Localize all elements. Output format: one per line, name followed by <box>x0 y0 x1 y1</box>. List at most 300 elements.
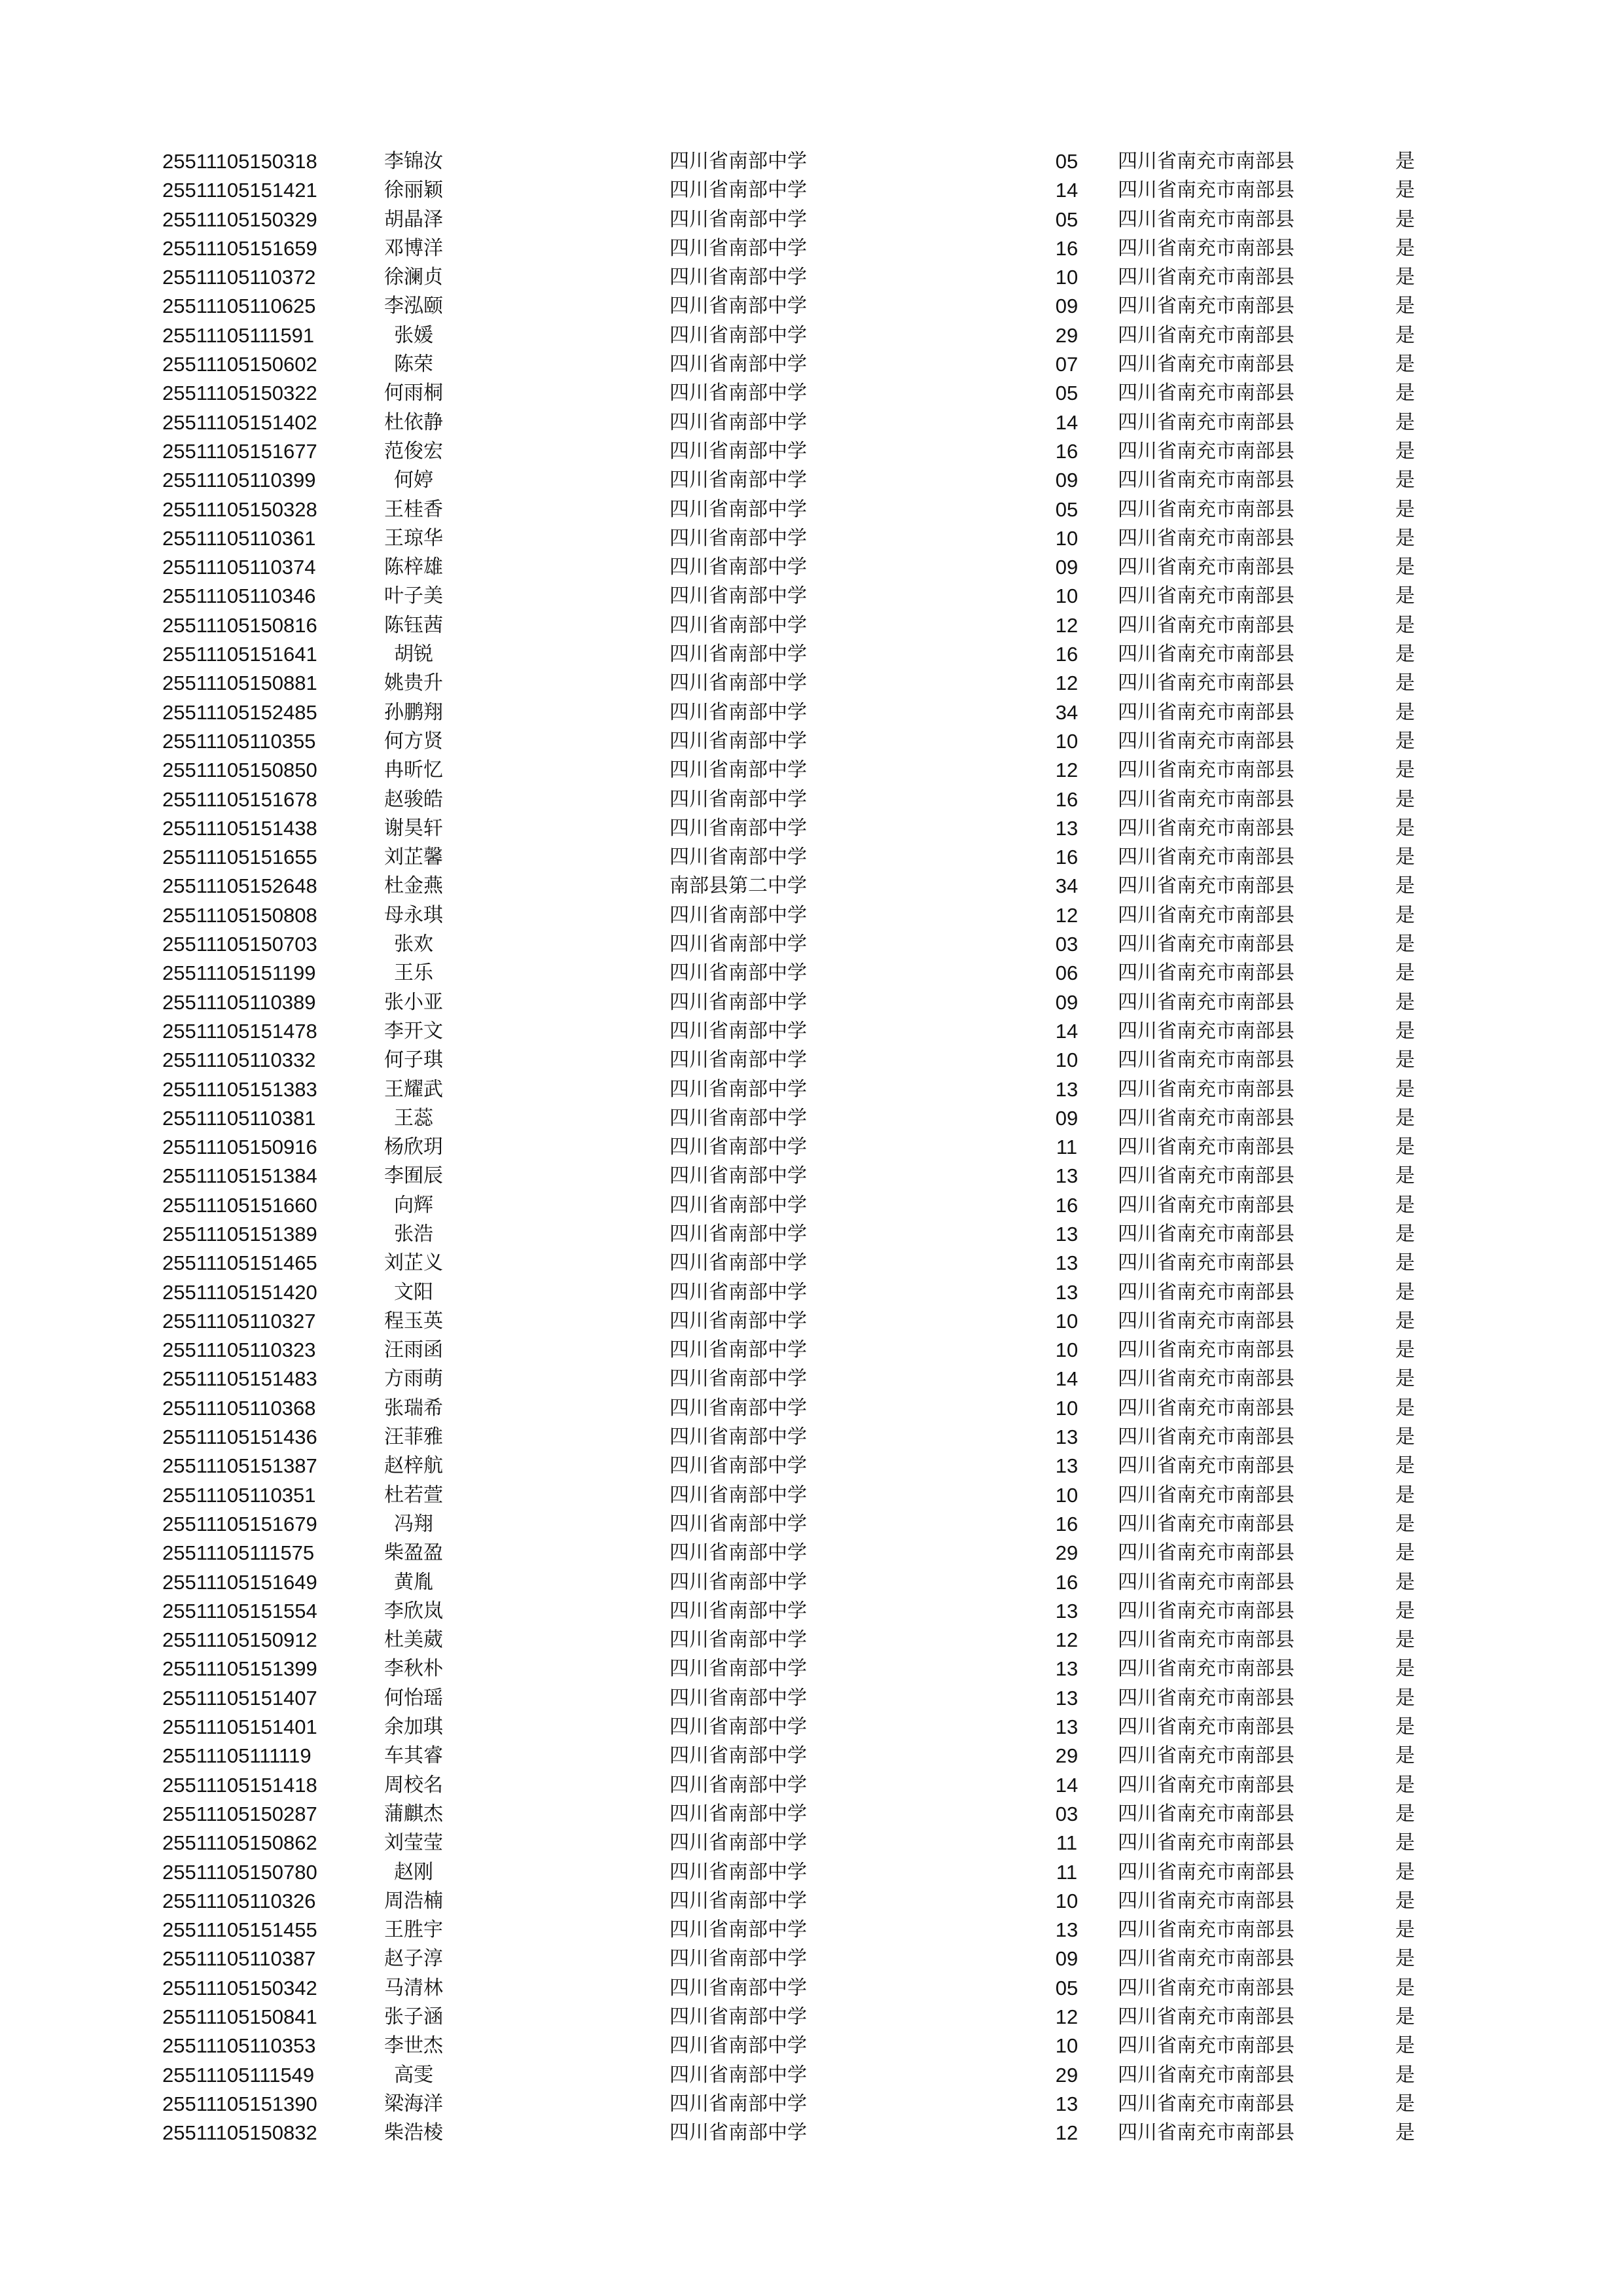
status-flag: 是 <box>1395 672 1415 695</box>
school-name: 四川省南部中学 <box>669 1426 807 1449</box>
class-number: 10 <box>1055 1889 1079 1912</box>
status-flag: 是 <box>1395 295 1415 318</box>
region-name: 四川省南充市南部县 <box>1118 903 1294 927</box>
candidate-id: 25511105151389 <box>162 1222 317 1246</box>
student-name: 冯翔 <box>394 1512 433 1535</box>
status-flag: 是 <box>1395 1049 1415 1072</box>
student-name: 冉昕忆 <box>384 759 443 782</box>
school-name: 四川省南部中学 <box>669 1454 807 1478</box>
class-number: 13 <box>1055 1599 1079 1623</box>
candidate-id: 25511105150329 <box>162 207 317 231</box>
school-name: 四川省南部中学 <box>669 816 807 840</box>
student-name: 王蕊 <box>394 1106 433 1130</box>
school-name: 四川省南部中学 <box>669 1889 807 1912</box>
class-number: 13 <box>1055 1164 1079 1188</box>
table-row <box>0 756 1623 785</box>
status-flag: 是 <box>1395 729 1415 753</box>
table-row <box>0 1307 1623 1336</box>
class-number: 13 <box>1055 1657 1079 1681</box>
status-flag: 是 <box>1395 410 1415 434</box>
class-number: 09 <box>1055 469 1079 492</box>
student-name: 王桂香 <box>384 497 443 521</box>
region-name: 四川省南充市南部县 <box>1118 1541 1294 1565</box>
student-name: 张瑞希 <box>384 1396 443 1420</box>
status-flag: 是 <box>1395 1541 1415 1565</box>
candidate-id: 25511105151641 <box>162 643 317 666</box>
table-row <box>0 988 1623 1017</box>
class-number: 10 <box>1055 1309 1079 1333</box>
student-name: 杜美葳 <box>384 1628 443 1652</box>
candidate-id: 25511105110399 <box>162 469 316 492</box>
candidate-id: 25511105150881 <box>162 672 317 695</box>
region-name: 四川省南充市南部县 <box>1118 643 1294 666</box>
student-name: 李秋朴 <box>384 1657 443 1681</box>
student-name: 李欣岚 <box>384 1599 443 1623</box>
roster-table <box>0 147 1623 2147</box>
student-name: 王乐 <box>394 961 433 985</box>
status-flag: 是 <box>1395 236 1415 260</box>
student-name: 高雯 <box>394 2063 433 2087</box>
school-name: 四川省南部中学 <box>669 469 807 492</box>
region-name: 四川省南充市南部县 <box>1118 1019 1294 1043</box>
student-name: 李锦汝 <box>384 150 443 173</box>
student-name: 黄胤 <box>394 1570 433 1594</box>
table-row <box>0 1394 1623 1423</box>
student-name: 余加琪 <box>384 1715 443 1739</box>
status-flag: 是 <box>1395 1251 1415 1275</box>
region-name: 四川省南充市南部县 <box>1118 150 1294 173</box>
class-number: 12 <box>1055 759 1079 782</box>
table-row <box>0 495 1623 524</box>
candidate-id: 25511105111575 <box>162 1541 315 1565</box>
status-flag: 是 <box>1395 1628 1415 1652</box>
student-name: 陈梓雄 <box>384 556 443 579</box>
region-name: 四川省南充市南部县 <box>1118 2092 1294 2115</box>
candidate-id: 25511105110387 <box>162 1947 316 1971</box>
table-row <box>0 2032 1623 2060</box>
table-row <box>0 1046 1623 1075</box>
school-name: 四川省南部中学 <box>669 961 807 985</box>
region-name: 四川省南充市南部县 <box>1118 1426 1294 1449</box>
school-name: 四川省南部中学 <box>669 150 807 173</box>
school-name: 四川省南部中学 <box>669 759 807 782</box>
school-name: 四川省南部中学 <box>669 179 807 202</box>
student-name: 杜若萱 <box>384 1483 443 1507</box>
class-number: 03 <box>1055 1802 1079 1825</box>
candidate-id: 25511105111119 <box>162 1744 312 1768</box>
school-name: 四川省南部中学 <box>669 903 807 927</box>
school-name: 四川省南部中学 <box>669 1222 807 1246</box>
table-row <box>0 1771 1623 1800</box>
student-name: 张欢 <box>394 933 433 956</box>
school-name: 四川省南部中学 <box>669 1512 807 1535</box>
student-name: 叶子美 <box>384 584 443 608</box>
status-flag: 是 <box>1395 1512 1415 1535</box>
school-name: 四川省南部中学 <box>669 643 807 666</box>
school-name: 四川省南部中学 <box>669 846 807 869</box>
region-name: 四川省南充市南部县 <box>1118 2121 1294 2145</box>
school-name: 四川省南部中学 <box>669 1599 807 1623</box>
student-name: 张小亚 <box>384 990 443 1014</box>
class-number: 14 <box>1055 1367 1079 1391</box>
candidate-id: 25511105150912 <box>162 1628 317 1652</box>
status-flag: 是 <box>1395 179 1415 202</box>
region-name: 四川省南充市南部县 <box>1118 1657 1294 1681</box>
table-row <box>0 611 1623 640</box>
region-name: 四川省南充市南部县 <box>1118 1628 1294 1652</box>
table-row <box>0 176 1623 205</box>
table-row <box>0 1220 1623 1249</box>
class-number: 09 <box>1055 295 1079 318</box>
status-flag: 是 <box>1395 1077 1415 1101</box>
student-name: 李开文 <box>384 1019 443 1043</box>
status-flag: 是 <box>1395 353 1415 376</box>
status-flag: 是 <box>1395 1570 1415 1594</box>
school-name: 四川省南部中学 <box>669 2092 807 2115</box>
class-number: 11 <box>1056 1860 1078 1884</box>
region-name: 四川省南充市南部县 <box>1118 1367 1294 1391</box>
region-name: 四川省南充市南部县 <box>1118 179 1294 202</box>
region-name: 四川省南充市南部县 <box>1118 1773 1294 1797</box>
class-number: 10 <box>1055 1483 1079 1507</box>
class-number: 12 <box>1055 1628 1079 1652</box>
class-number: 12 <box>1055 2121 1079 2145</box>
region-name: 四川省南充市南部县 <box>1118 556 1294 579</box>
candidate-id: 25511105110355 <box>162 729 316 753</box>
class-number: 29 <box>1055 1541 1079 1565</box>
table-row <box>0 698 1623 727</box>
school-name: 四川省南部中学 <box>669 1164 807 1188</box>
status-flag: 是 <box>1395 1483 1415 1507</box>
status-flag: 是 <box>1395 1136 1415 1159</box>
candidate-id: 25511105151387 <box>162 1454 317 1478</box>
region-name: 四川省南充市南部县 <box>1118 729 1294 753</box>
class-number: 14 <box>1055 1773 1079 1797</box>
region-name: 四川省南充市南部县 <box>1118 1831 1294 1855</box>
class-number: 13 <box>1055 1918 1079 1942</box>
student-name: 母永琪 <box>384 903 443 927</box>
student-name: 杜金燕 <box>384 874 443 898</box>
student-name: 胡晶泽 <box>384 207 443 231</box>
status-flag: 是 <box>1395 1164 1415 1188</box>
table-row <box>0 1742 1623 1770</box>
region-name: 四川省南充市南部县 <box>1118 584 1294 608</box>
candidate-id: 25511105151199 <box>162 961 316 985</box>
school-name: 四川省南部中学 <box>669 439 807 463</box>
school-name: 四川省南部中学 <box>669 700 807 724</box>
status-flag: 是 <box>1395 1918 1415 1942</box>
student-name: 陈荣 <box>394 353 433 376</box>
table-row <box>0 1597 1623 1626</box>
class-number: 07 <box>1055 353 1079 376</box>
class-number: 06 <box>1055 961 1079 985</box>
status-flag: 是 <box>1395 1831 1415 1855</box>
table-row <box>0 1800 1623 1829</box>
status-flag: 是 <box>1395 382 1415 405</box>
student-name: 徐澜贞 <box>384 266 443 289</box>
class-number: 10 <box>1055 584 1079 608</box>
school-name: 四川省南部中学 <box>669 1570 807 1594</box>
candidate-id: 25511105110323 <box>162 1338 316 1362</box>
candidate-id: 25511105150780 <box>162 1860 317 1884</box>
student-name: 邓博洋 <box>384 236 443 260</box>
school-name: 四川省南部中学 <box>669 1280 807 1304</box>
status-flag: 是 <box>1395 613 1415 637</box>
school-name: 四川省南部中学 <box>669 1715 807 1739</box>
student-name: 车其睿 <box>384 1744 443 1768</box>
candidate-id: 25511105151407 <box>162 1686 317 1710</box>
student-name: 汪菲雅 <box>384 1426 443 1449</box>
table-row <box>0 1684 1623 1713</box>
table-row <box>0 350 1623 379</box>
class-number: 10 <box>1055 1049 1079 1072</box>
school-name: 四川省南部中学 <box>669 933 807 956</box>
table-row <box>0 263 1623 292</box>
region-name: 四川省南充市南部县 <box>1118 846 1294 869</box>
candidate-id: 25511105151399 <box>162 1657 317 1681</box>
candidate-id: 25511105151655 <box>162 846 317 869</box>
region-name: 四川省南充市南部县 <box>1118 1599 1294 1623</box>
school-name: 四川省南部中学 <box>669 1831 807 1855</box>
school-name: 四川省南部中学 <box>669 1251 807 1275</box>
school-name: 四川省南部中学 <box>669 729 807 753</box>
student-name: 何方贤 <box>384 729 443 753</box>
table-row <box>0 1568 1623 1597</box>
class-number: 11 <box>1056 1136 1078 1159</box>
class-number: 13 <box>1055 1715 1079 1739</box>
status-flag: 是 <box>1395 150 1415 173</box>
region-name: 四川省南充市南部县 <box>1118 1918 1294 1942</box>
table-row <box>0 1539 1623 1568</box>
status-flag: 是 <box>1395 323 1415 347</box>
school-name: 四川省南部中学 <box>669 990 807 1014</box>
region-name: 四川省南充市南部县 <box>1118 410 1294 434</box>
student-name: 李泓颐 <box>384 295 443 318</box>
status-flag: 是 <box>1395 903 1415 927</box>
class-number: 10 <box>1055 2034 1079 2058</box>
region-name: 四川省南充市南部县 <box>1118 1512 1294 1535</box>
region-name: 四川省南充市南部县 <box>1118 2034 1294 2058</box>
school-name: 四川省南部中学 <box>669 2121 807 2145</box>
table-row <box>0 206 1623 234</box>
status-flag: 是 <box>1395 439 1415 463</box>
candidate-id: 25511105150287 <box>162 1802 317 1825</box>
table-row <box>0 2003 1623 2032</box>
table-row <box>0 437 1623 466</box>
student-name: 陈钰茜 <box>384 613 443 637</box>
table-row <box>0 959 1623 988</box>
table-row <box>0 1945 1623 1973</box>
status-flag: 是 <box>1395 1802 1415 1825</box>
table-row <box>0 379 1623 408</box>
school-name: 四川省南部中学 <box>669 382 807 405</box>
status-flag: 是 <box>1395 1426 1415 1449</box>
student-name: 徐丽颖 <box>384 179 443 202</box>
class-number: 13 <box>1055 2092 1079 2115</box>
class-number: 13 <box>1055 1686 1079 1710</box>
region-name: 四川省南充市南部县 <box>1118 1744 1294 1768</box>
class-number: 10 <box>1055 526 1079 550</box>
student-name: 赵子淳 <box>384 1947 443 1971</box>
school-name: 四川省南部中学 <box>669 207 807 231</box>
table-row <box>0 843 1623 872</box>
student-name: 周校名 <box>384 1773 443 1797</box>
region-name: 四川省南充市南部县 <box>1118 990 1294 1014</box>
table-row <box>0 2090 1623 2119</box>
status-flag: 是 <box>1395 933 1415 956</box>
class-number: 14 <box>1055 179 1079 202</box>
status-flag: 是 <box>1395 2005 1415 2028</box>
region-name: 四川省南充市南部县 <box>1118 1338 1294 1362</box>
candidate-id: 25511105150816 <box>162 613 317 637</box>
table-row <box>0 669 1623 698</box>
region-name: 四川省南充市南部县 <box>1118 759 1294 782</box>
candidate-id: 25511105151418 <box>162 1773 317 1797</box>
status-flag: 是 <box>1395 874 1415 898</box>
class-number: 16 <box>1055 236 1079 260</box>
table-row <box>0 1104 1623 1133</box>
class-number: 12 <box>1055 672 1079 695</box>
candidate-id: 25511105150318 <box>162 150 317 173</box>
candidate-id: 25511105110372 <box>162 266 316 289</box>
status-flag: 是 <box>1395 643 1415 666</box>
school-name: 四川省南部中学 <box>669 295 807 318</box>
status-flag: 是 <box>1395 1715 1415 1739</box>
candidate-id: 25511105151402 <box>162 410 317 434</box>
class-number: 10 <box>1055 266 1079 289</box>
region-name: 四川省南充市南部县 <box>1118 1251 1294 1275</box>
student-name: 文阳 <box>394 1280 433 1304</box>
class-number: 10 <box>1055 1396 1079 1420</box>
school-name: 四川省南部中学 <box>669 672 807 695</box>
candidate-id: 25511105151659 <box>162 236 317 260</box>
school-name: 四川省南部中学 <box>669 1049 807 1072</box>
region-name: 四川省南充市南部县 <box>1118 1164 1294 1188</box>
region-name: 四川省南充市南部县 <box>1118 323 1294 347</box>
school-name: 四川省南部中学 <box>669 2063 807 2087</box>
table-row <box>0 147 1623 176</box>
student-name: 何怡瑶 <box>384 1686 443 1710</box>
candidate-id: 25511105111549 <box>162 2063 315 2087</box>
table-row <box>0 408 1623 437</box>
class-number: 05 <box>1055 150 1079 173</box>
table-row <box>0 1017 1623 1046</box>
class-number: 09 <box>1055 1947 1079 1971</box>
region-name: 四川省南充市南部县 <box>1118 1309 1294 1333</box>
class-number: 13 <box>1055 1426 1079 1449</box>
table-row <box>0 553 1623 582</box>
school-name: 四川省南部中学 <box>669 2034 807 2058</box>
candidate-id: 25511105151679 <box>162 1512 317 1535</box>
student-name: 谢昊轩 <box>384 816 443 840</box>
status-flag: 是 <box>1395 207 1415 231</box>
status-flag: 是 <box>1395 497 1415 521</box>
class-number: 09 <box>1055 556 1079 579</box>
region-name: 四川省南充市南部县 <box>1118 2063 1294 2087</box>
student-name: 向辉 <box>394 1193 433 1217</box>
status-flag: 是 <box>1395 1280 1415 1304</box>
candidate-id: 25511105151455 <box>162 1918 317 1942</box>
table-row <box>0 1162 1623 1191</box>
region-name: 四川省南充市南部县 <box>1118 497 1294 521</box>
student-name: 周浩楠 <box>384 1889 443 1912</box>
candidate-id: 25511105151478 <box>162 1019 317 1043</box>
class-number: 12 <box>1055 903 1079 927</box>
region-name: 四川省南充市南部县 <box>1118 266 1294 289</box>
school-name: 四川省南部中学 <box>669 1744 807 1768</box>
status-flag: 是 <box>1395 1396 1415 1420</box>
class-number: 05 <box>1055 497 1079 521</box>
table-row <box>0 1655 1623 1683</box>
table-row <box>0 727 1623 756</box>
class-number: 11 <box>1056 1831 1078 1855</box>
candidate-id: 25511105110389 <box>162 990 316 1014</box>
status-flag: 是 <box>1395 1744 1415 1768</box>
region-name: 四川省南充市南部县 <box>1118 1222 1294 1246</box>
student-name: 王琼华 <box>384 526 443 550</box>
table-row <box>0 1916 1623 1945</box>
table-row <box>0 1336 1623 1365</box>
region-name: 四川省南充市南部县 <box>1118 207 1294 231</box>
candidate-id: 25511105151660 <box>162 1193 317 1217</box>
candidate-id: 25511105110625 <box>162 295 316 318</box>
region-name: 四川省南充市南部县 <box>1118 1049 1294 1072</box>
status-flag: 是 <box>1395 1367 1415 1391</box>
table-row <box>0 2061 1623 2090</box>
school-name: 四川省南部中学 <box>669 1802 807 1825</box>
class-number: 10 <box>1055 1338 1079 1362</box>
region-name: 四川省南充市南部县 <box>1118 439 1294 463</box>
status-flag: 是 <box>1395 1773 1415 1797</box>
region-name: 四川省南充市南部县 <box>1118 1106 1294 1130</box>
student-name: 张媛 <box>394 323 433 347</box>
status-flag: 是 <box>1395 526 1415 550</box>
region-name: 四川省南充市南部县 <box>1118 236 1294 260</box>
candidate-id: 25511105151678 <box>162 787 317 811</box>
school-name: 四川省南部中学 <box>669 1396 807 1420</box>
candidate-id: 25511105110374 <box>162 556 316 579</box>
region-name: 四川省南充市南部县 <box>1118 1396 1294 1420</box>
school-name: 四川省南部中学 <box>669 787 807 811</box>
candidate-id: 25511105150808 <box>162 903 317 927</box>
status-flag: 是 <box>1395 1454 1415 1478</box>
candidate-id: 25511105150602 <box>162 353 317 376</box>
table-row <box>0 524 1623 553</box>
region-name: 四川省南充市南部县 <box>1118 1136 1294 1159</box>
status-flag: 是 <box>1395 1976 1415 2000</box>
region-name: 四川省南充市南部县 <box>1118 961 1294 985</box>
student-name: 方雨萌 <box>384 1367 443 1391</box>
status-flag: 是 <box>1395 584 1415 608</box>
table-row <box>0 1452 1623 1480</box>
table-row <box>0 582 1623 611</box>
candidate-id: 25511105110361 <box>162 526 316 550</box>
status-flag: 是 <box>1395 469 1415 492</box>
status-flag: 是 <box>1395 1222 1415 1246</box>
candidate-id: 25511105110332 <box>162 1049 316 1072</box>
student-name: 柴盈盈 <box>384 1541 443 1565</box>
candidate-id: 25511105151420 <box>162 1280 317 1304</box>
candidate-id: 25511105110381 <box>162 1106 316 1130</box>
status-flag: 是 <box>1395 961 1415 985</box>
region-name: 四川省南充市南部县 <box>1118 1193 1294 1217</box>
class-number: 12 <box>1055 613 1079 637</box>
status-flag: 是 <box>1395 1889 1415 1912</box>
table-row <box>0 1858 1623 1887</box>
class-number: 13 <box>1055 1251 1079 1275</box>
region-name: 四川省南充市南部县 <box>1118 1802 1294 1825</box>
student-name: 杜依静 <box>384 410 443 434</box>
